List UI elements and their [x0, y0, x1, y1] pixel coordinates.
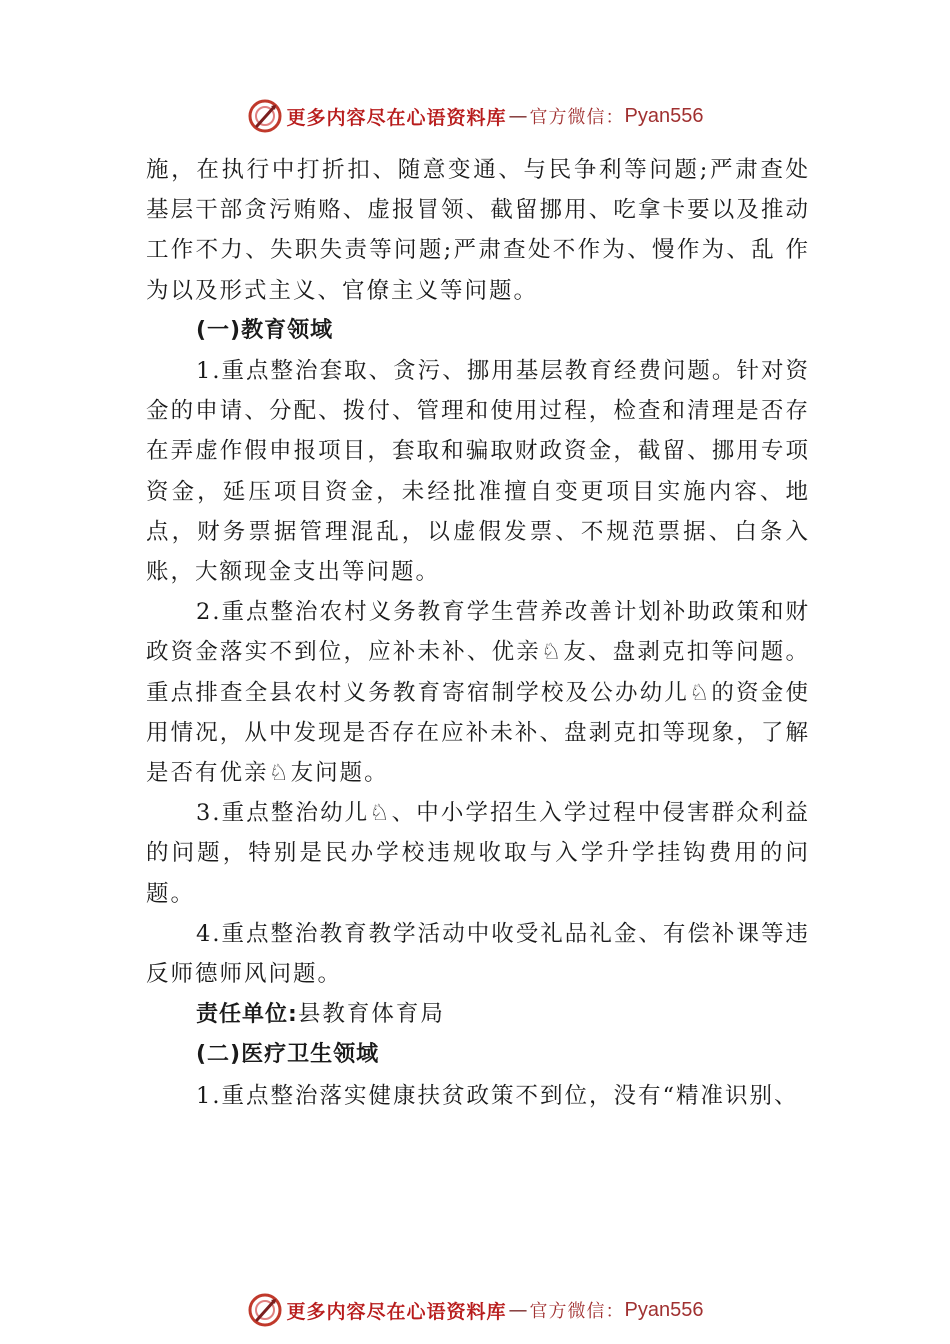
brand-logo-icon	[247, 1292, 283, 1328]
footer-banner	[0, 1290, 950, 1330]
section-heading-medical: (二)医疗卫生领域	[196, 1042, 380, 1068]
footer-dash: —	[508, 1299, 528, 1321]
paragraph-item-2: 2.重点整治农村义务教育学生营养改善计划补助政策和财政资金落实不到位，应补未补、优亲♘友、盘剥克扣等问题。重点排查全县农村义务教育寄宿制学校及公办幼儿♘的资金使用情况，从中发现是否存在应补未补、盘剥克扣等现象，了解是否有优亲♘友问题。	[146, 599, 810, 787]
brand-logo-icon	[247, 98, 283, 134]
document-body	[146, 150, 810, 1116]
footer-wechat-label: 官方微信：	[529, 1301, 625, 1322]
paragraph-item-4: 4.重点整治教育教学活动中收受礼品礼金、有偿补课等违反师德师风问题。	[146, 920, 810, 988]
paragraph-medical-1: 1.重点整治落实健康扶贫政策不到位，没有“精准识别、	[196, 1082, 799, 1109]
header-wechat-id: Pyan556	[624, 104, 704, 127]
header-brand: 更多内容尽在心语资料库	[286, 106, 507, 129]
paragraph-item-1: 1.重点整治套取、贪污、挪用基层教育经费问题。针对资金的申请、分配、拨付、管理和使用过程，检查和清理是否存在弄虚作假申报项目，套取和骗取财政资金，截留、挪用专项资金，延压项目资金，未经批准擅自变更项目实施内容、地点，财务票据管理混乱，以虚假发票、不规范票据、白条入账，大额现金支出等问题。	[146, 358, 810, 586]
responsible-unit	[146, 994, 810, 1035]
paragraph-intro: 施，在执行中打折扣、随意变通、与民争利等问题;严肃查处基层干部贪污贿赂、虚报冒领、截留挪用、吃拿卡要以及推动工作不力、失职失责等问题;严肃查处不作为、慢作为、乱 作为以及形式主义、官僚主义等问题。	[146, 157, 810, 304]
responsible-unit-value: 县教育体育局	[297, 1001, 445, 1028]
paragraph-item-3: 3.重点整治幼儿♘、中小学招生入学过程中侵害群众利益的问题，特别是民办学校违规收取与入学升学挂钩费用的问题。	[146, 800, 810, 907]
responsible-unit-label: 责任单位:	[196, 1002, 298, 1028]
footer-wechat-id: Pyan556	[624, 1298, 704, 1321]
section-heading-education: (一)教育领域	[196, 317, 334, 343]
header-banner	[0, 96, 950, 136]
header-wechat-label: 官方微信：	[529, 107, 625, 128]
header-dash: —	[508, 105, 528, 127]
footer-brand: 更多内容尽在心语资料库	[286, 1300, 507, 1323]
